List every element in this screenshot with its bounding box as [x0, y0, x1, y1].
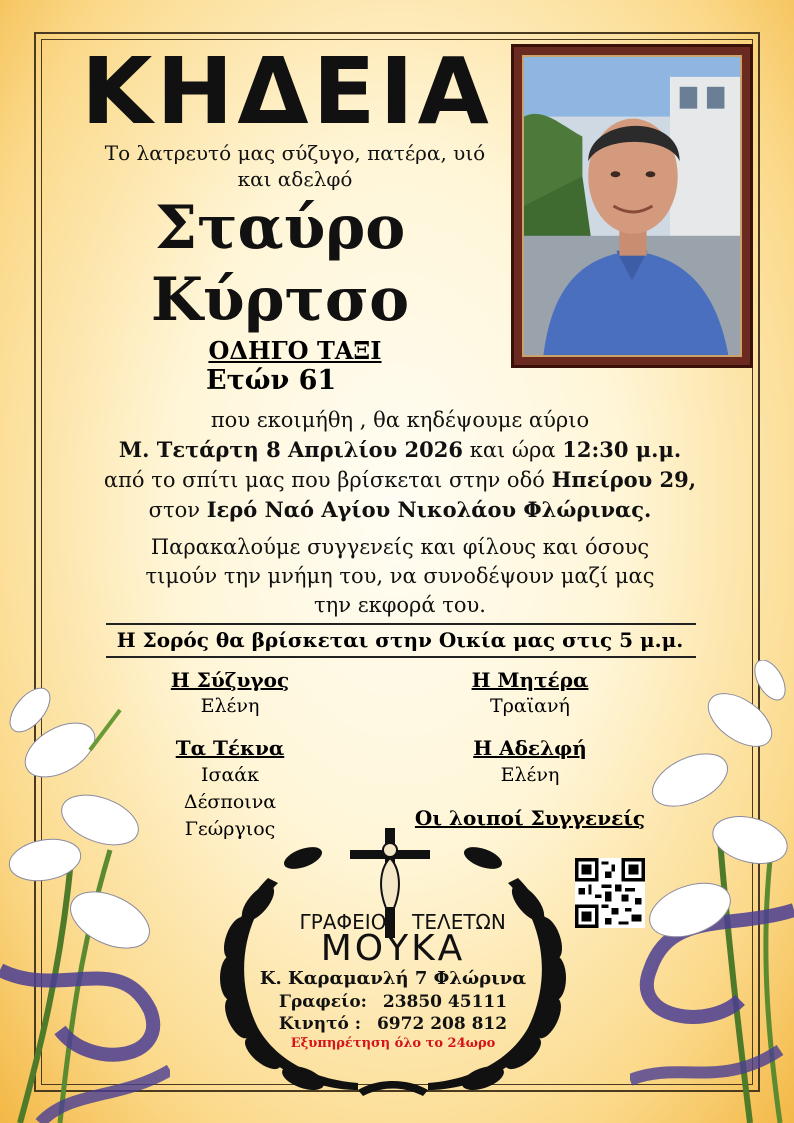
spouse-label: Η Σύζυγος	[170, 668, 290, 692]
divider-top	[106, 623, 696, 625]
funeral-home-label-right: ΤΕΛΕΤΩΝ	[412, 910, 506, 934]
intro-text	[70, 140, 520, 192]
children-label: Τα Τέκνα	[175, 736, 285, 760]
announcement-line-5: Παρακαλούμε συγγενείς και φίλους και όσους	[150, 535, 650, 559]
office-phone[interactable]: 23850 45111	[382, 992, 508, 1012]
mother-name: Τραϊανή	[490, 695, 570, 717]
occupation: ΟΔΗΓΟ ΤΑΞΙ	[208, 336, 382, 365]
mobile-phone[interactable]: 6972 208 812	[376, 1014, 508, 1034]
office-phone-line	[263, 992, 523, 1012]
intro-line-2: και αδελφό	[237, 167, 353, 191]
announcement-line-7: την εκφορά του.	[314, 593, 486, 617]
age: Ετών 61	[206, 365, 337, 396]
time-prefix: και ώρα	[469, 438, 556, 462]
coffin-note: Η Σορός θα βρίσκεται στην Οικία μας στις 5 μ.μ.	[116, 628, 684, 652]
intro-line-1: Το λατρευτό μας σύζυγο, πατέρα, υιό	[104, 141, 486, 165]
announcement-line-6: τιμούν την μνήμη του, να συνοδέψουν μαζί μας	[145, 564, 655, 588]
mobile-phone-line	[263, 1014, 523, 1034]
announcement-line-4	[50, 496, 750, 524]
church: Ιερό Ναό Αγίου Νικολάου Φλώρινας.	[206, 497, 652, 522]
child-name: Ισαάκ	[200, 764, 259, 786]
mobile-phone-label: Κινητό :	[278, 1014, 362, 1034]
address: Ηπείρου 29,	[551, 467, 697, 492]
portrait-frame	[511, 44, 753, 368]
mother-label: Η Μητέρα	[471, 668, 589, 692]
deceased-first-name: Σταύρο	[154, 193, 406, 263]
church-prefix: στον	[148, 498, 201, 522]
child-name: Γεώργιος	[184, 818, 276, 840]
funeral-time: 12:30 μ.μ.	[562, 437, 682, 462]
deceased-last-name: Κύρτσο	[150, 265, 410, 335]
spouse-name: Ελένη	[200, 695, 260, 717]
funeral-home-address: Κ. Καραμανλή 7 Φλώρινα	[259, 968, 527, 989]
sister-label: Η Αδελφή	[473, 736, 587, 760]
portrait-photo	[522, 55, 742, 357]
service-hours: Εξυπηρέτηση όλο το 24ωρο	[290, 1036, 496, 1051]
page-title: ΚΗΔΕΙΑ	[81, 38, 493, 145]
child-name: Δέσποινα	[183, 791, 277, 813]
announcement-line-1: που εκοιμήθη , θα κηδέψουμε αύριο	[210, 408, 590, 432]
announcement-line-3	[50, 466, 750, 494]
funeral-home-name: ΜΟΥΚΑ	[320, 928, 466, 969]
funeral-home-logo	[208, 828, 578, 1098]
address-prefix: από το σπίτι μας που βρίσκεται στην οδό	[103, 468, 545, 492]
lily-flowers-right-illustration	[630, 660, 794, 1123]
announcement-line-2	[50, 436, 750, 464]
funeral-home-label-left: ΓΡΑΦΕΙΟ	[299, 910, 387, 934]
office-phone-label: Γραφείο:	[278, 992, 367, 1012]
sister-name: Ελένη	[500, 764, 560, 786]
divider-bottom	[106, 656, 696, 658]
funeral-date: Μ. Τετάρτη 8 Απριλίου 2026	[118, 437, 464, 462]
qr-code[interactable]	[575, 858, 645, 928]
other-relatives: Οι λοιποί Συγγενείς	[414, 806, 646, 830]
